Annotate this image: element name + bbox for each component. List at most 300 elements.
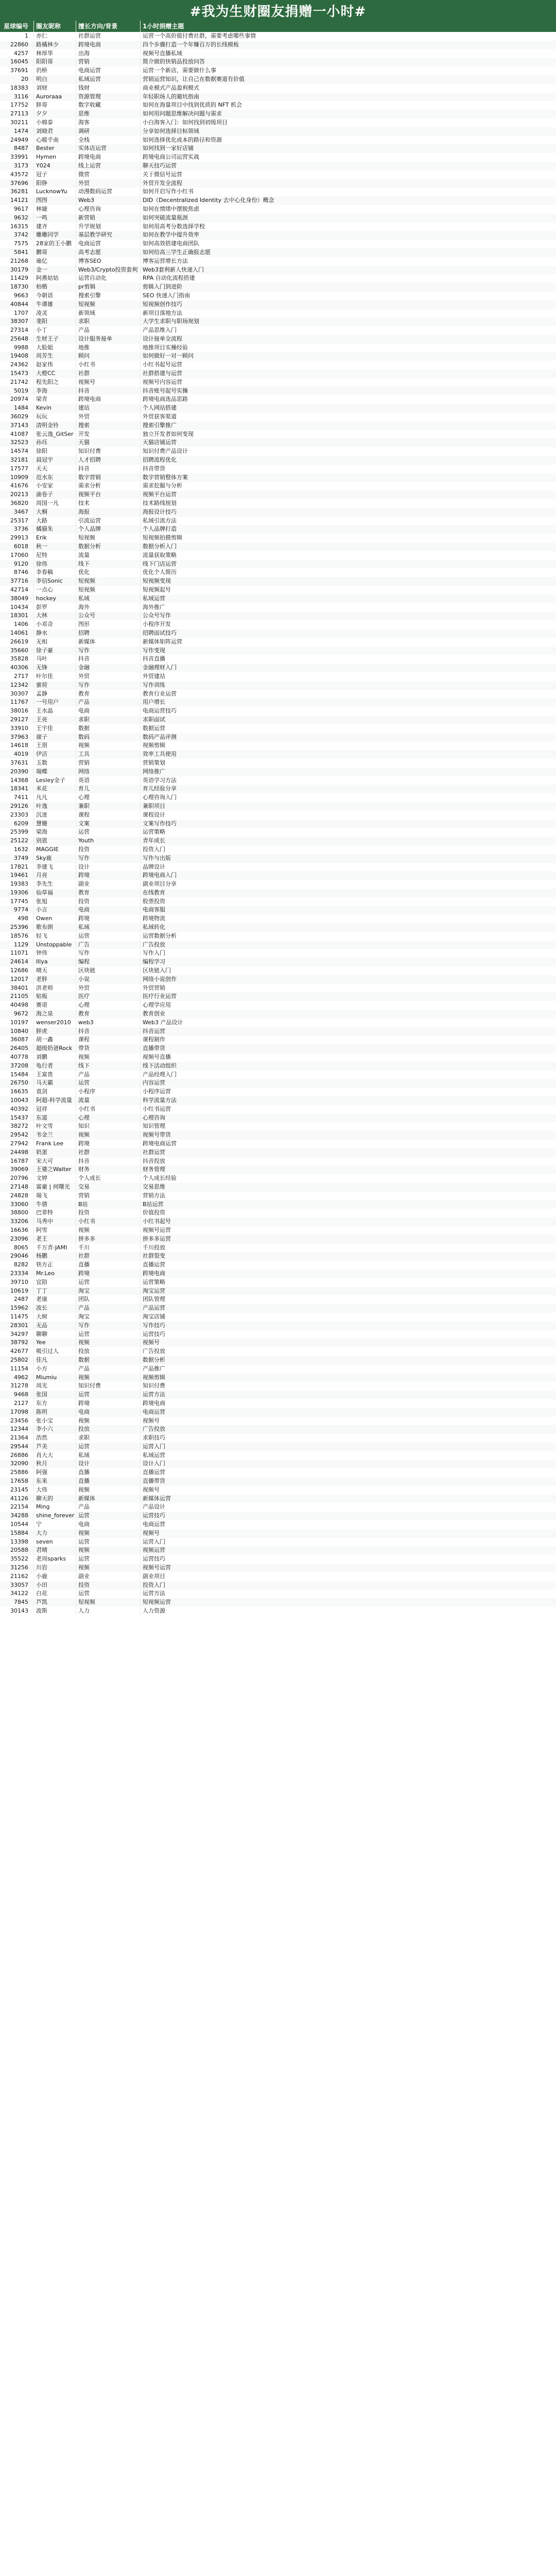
cell-nickname: 川岩 (34, 1564, 76, 1572)
cell-member-id: 19383 (0, 880, 34, 889)
table-row (0, 932, 556, 941)
cell-topic: 兼职项目 (143, 802, 165, 809)
cell-expertise: 产品 (76, 1304, 141, 1313)
cell-topic: 编程学习 (143, 958, 165, 965)
cell-nickname: 聊聊 (34, 1330, 76, 1339)
cell-topic: 求职技巧 (143, 1434, 165, 1442)
table-row (0, 66, 556, 75)
cell-expertise: 投资 (76, 897, 141, 906)
cell-nickname: 文婷 (34, 1174, 76, 1183)
table-row (0, 1278, 556, 1287)
cell-expertise: 全栈 (76, 136, 141, 145)
table-row (0, 603, 556, 612)
cell-expertise: 产品 (76, 1365, 141, 1374)
cell-expertise: 私域运营 (76, 75, 141, 84)
cell-expertise: 写作 (76, 949, 141, 958)
cell-member-id: 10434 (0, 603, 34, 612)
cell-topic: 在线教育 (143, 889, 165, 896)
cell-nickname: 王水晶 (34, 707, 76, 716)
cell-topic: 运营策略 (143, 828, 165, 836)
cell-nickname: 林婕 (34, 205, 76, 214)
cell-topic: 文案写作技巧 (143, 820, 177, 827)
cell-expertise: 产品 (76, 1503, 141, 1512)
cell-nickname: Miumiu (34, 1374, 76, 1382)
cell-topic: 四个步骤打造一个年赚百万的长线模板 (143, 41, 239, 48)
cell-topic: 外贸开发全流程 (143, 179, 182, 187)
cell-expertise: 知识 (76, 1122, 141, 1131)
cell-topic: 视频剪辑 (143, 742, 165, 749)
table-row (0, 1001, 556, 1010)
table-row (0, 465, 556, 473)
cell-member-id: 17658 (0, 1477, 34, 1486)
cell-expertise: 社群 (76, 369, 141, 378)
cell-topic: 营销方法 (143, 1192, 165, 1199)
cell-nickname: 东方 (34, 1399, 76, 1408)
cell-topic: 跨境物流 (143, 915, 165, 922)
cell-nickname: 图图 (34, 196, 76, 205)
cell-nickname: 阿燕姑姑 (34, 274, 76, 283)
cell-topic: 如何在海量项目中找到优质的 NFT 机会 (143, 101, 242, 109)
cell-nickname: 路橘林少 (34, 41, 76, 49)
cell-topic: 小白海客入门：如何找到初级项目 (143, 118, 228, 126)
cell-member-id: 40306 (0, 664, 34, 672)
cell-topic: 设计接单全流程 (143, 335, 182, 342)
cell-nickname: 米花 (34, 785, 76, 793)
cell-expertise: 短视频 (76, 300, 141, 309)
cell-expertise: 小红书 (76, 361, 141, 369)
table-row (0, 793, 556, 802)
cell-topic: DID（Decentralized Identity 去中心化身份）概念 (143, 197, 274, 204)
cell-topic: 剪辑入门到进阶 (143, 283, 182, 291)
table-row (0, 707, 556, 716)
table-row (0, 1209, 556, 1217)
cell-nickname: Owen (34, 914, 76, 923)
cell-topic: 运营技巧 (143, 1512, 165, 1519)
cell-expertise: 图形 (76, 620, 141, 629)
cell-expertise: 运营 (76, 1538, 141, 1547)
cell-nickname: 月亮 (34, 871, 76, 880)
table-row (0, 811, 556, 820)
table-row (0, 335, 556, 344)
table-row (0, 1399, 556, 1408)
cell-member-id: 498 (0, 914, 34, 923)
cell-topic: 社群搭建与运营 (143, 370, 182, 377)
cell-nickname: 仙草福 (34, 889, 76, 897)
cell-topic: 视频号 (143, 1417, 160, 1424)
cell-member-id: 41126 (0, 1495, 34, 1503)
cell-nickname: 阳阳哥 (34, 58, 76, 66)
table-row (0, 629, 556, 638)
cell-topic: 个人网站搭建 (143, 404, 177, 412)
cell-expertise: 流量 (76, 1096, 141, 1105)
cell-member-id: 34122 (0, 1589, 34, 1598)
cell-expertise: 数据 (76, 724, 141, 733)
cell-expertise: 优化 (76, 568, 141, 577)
cell-expertise: 抖音 (76, 655, 141, 664)
table-row (0, 586, 556, 595)
table-row (0, 1598, 556, 1607)
cell-expertise: 电商 (76, 1408, 141, 1417)
header-topic: 1小时捐赠主题 (143, 23, 184, 30)
table-row (0, 283, 556, 292)
cell-member-id: 38800 (0, 1209, 34, 1217)
cell-expertise: 带货 (76, 1044, 141, 1053)
cell-topic: 产品设计 (143, 1503, 165, 1511)
cell-topic: 如何在情绪中摆脱焦虑 (143, 205, 199, 212)
table-row (0, 802, 556, 811)
cell-topic: 副业项目分享 (143, 880, 177, 888)
table-row (0, 369, 556, 378)
cell-topic: 新媒体运营 (143, 1495, 171, 1502)
cell-expertise: 实体店运营 (76, 144, 141, 153)
cell-member-id: 23456 (0, 1417, 34, 1426)
cell-member-id: 3467 (0, 508, 34, 517)
cell-topic: 育儿经验分享 (143, 785, 177, 792)
cell-nickname: 玉数 (34, 759, 76, 768)
table-row (0, 1053, 556, 1062)
cell-topic: 运营方法 (143, 1391, 165, 1398)
cell-member-id: 34297 (0, 1330, 34, 1339)
cell-expertise: 钱财 (76, 84, 141, 93)
cell-topic: 视频剪辑 (143, 1374, 165, 1381)
cell-expertise: 教育 (76, 889, 141, 897)
cell-expertise: 公众号 (76, 612, 141, 620)
cell-nickname: Bester (34, 144, 76, 153)
table-row (0, 240, 556, 248)
cell-topic: 心理咨询入门 (143, 794, 177, 801)
cell-expertise: 抖音 (76, 1027, 141, 1036)
cell-expertise: 投资 (76, 1581, 141, 1590)
cell-member-id: 29126 (0, 802, 34, 811)
cell-nickname: 阿强 (34, 1468, 76, 1477)
cell-topic: 科学流量方法 (143, 1097, 177, 1104)
cell-expertise: 需求分析 (76, 482, 141, 490)
cell-expertise: 拼多多 (76, 1235, 141, 1244)
cell-nickname: 无相 (34, 638, 76, 647)
table-row (0, 647, 556, 655)
cell-nickname: 梁海 (34, 828, 76, 837)
table-row (0, 1019, 556, 1027)
table-row (0, 456, 556, 465)
cell-nickname: 老周sparks (34, 1555, 76, 1564)
cell-nickname: 小田 (34, 1581, 76, 1590)
cell-nickname: 小言 (34, 906, 76, 914)
table-row (0, 1425, 556, 1434)
cell-nickname: 别恩 (34, 837, 76, 845)
cell-nickname: 芦美 (34, 1443, 76, 1451)
table-row (0, 854, 556, 863)
cell-topic: B站运营 (143, 1200, 164, 1208)
table-row (0, 1607, 556, 1616)
cell-expertise: 求职 (76, 1434, 141, 1443)
table-row (0, 317, 556, 326)
cell-topic: 电商运营 (143, 1521, 165, 1528)
cell-nickname: 张小宝 (34, 1417, 76, 1426)
cell-member-id: 15473 (0, 369, 34, 378)
cell-topic: 短视频变现 (143, 578, 171, 585)
table-row (0, 1157, 556, 1166)
cell-member-id: 36029 (0, 413, 34, 421)
table-row (0, 1546, 556, 1555)
cell-member-id: 21162 (0, 1572, 34, 1581)
cell-member-id: 1 (0, 32, 34, 41)
cell-expertise: 跨境 (76, 1269, 141, 1278)
cell-nickname: 丁丁 (34, 1287, 76, 1296)
cell-expertise: 心理咨询 (76, 205, 141, 214)
table-row (0, 525, 556, 534)
donation-table (0, 21, 556, 1616)
cell-topic: 如何找到一家好店铺 (143, 145, 194, 152)
cell-topic: 数字营销整体方案 (143, 473, 188, 481)
cell-expertise: 运营 (76, 1391, 141, 1399)
cell-nickname: Kevin (34, 404, 76, 413)
cell-topic: 知识付费 (143, 1382, 165, 1389)
header-member-id: 星球编号 (0, 21, 34, 32)
cell-member-id: 37696 (0, 179, 34, 188)
cell-nickname: 孟静 (34, 690, 76, 699)
table-row (0, 1010, 556, 1019)
cell-nickname: 王宇佳 (34, 724, 76, 733)
cell-topic: 内容运营 (143, 1079, 165, 1087)
cell-expertise: 运营 (76, 1443, 141, 1451)
cell-nickname: 冠祥 (34, 1105, 76, 1114)
cell-nickname: 周国一凡 (34, 499, 76, 508)
table-row (0, 897, 556, 906)
cell-expertise: 数据 (76, 1356, 141, 1365)
table-row (0, 136, 556, 145)
table-row (0, 1269, 556, 1278)
cell-topic: 广告投放 (143, 1426, 165, 1433)
table-row (0, 776, 556, 785)
table-row (0, 1477, 556, 1486)
cell-nickname: 凌灵 (34, 309, 76, 318)
cell-expertise: 外贸 (76, 413, 141, 421)
table-row (0, 344, 556, 352)
cell-member-id: 12344 (0, 1425, 34, 1434)
cell-member-id: 3116 (0, 93, 34, 101)
cell-topic: 视频号带货 (143, 1131, 171, 1139)
cell-nickname: 徐阳 (34, 447, 76, 456)
cell-nickname: 瑞蝶 (34, 768, 76, 776)
cell-nickname: Frank Lee (34, 1140, 76, 1148)
cell-member-id: 6209 (0, 820, 34, 828)
cell-member-id: 16315 (0, 223, 34, 231)
cell-expertise: 引流运营 (76, 517, 141, 526)
cell-member-id: 17752 (0, 101, 34, 110)
cell-expertise: 运营 (76, 932, 141, 941)
cell-topic: 小红书起号运营 (143, 361, 182, 368)
cell-topic: 分享如何选择目标领域 (143, 127, 199, 134)
cell-member-id: 29127 (0, 716, 34, 724)
cell-topic: 外贸建站 (143, 672, 165, 680)
table-row (0, 41, 556, 49)
table-row (0, 223, 556, 231)
cell-topic: 运营入门 (143, 1538, 165, 1545)
cell-expertise: 视频平台 (76, 490, 141, 499)
table-row (0, 958, 556, 967)
cell-nickname: 小鹿 (34, 1572, 76, 1581)
cell-member-id: 39069 (0, 1165, 34, 1174)
cell-nickname: 大路 (34, 517, 76, 526)
cell-expertise: 视频 (76, 741, 141, 750)
table-row (0, 1338, 556, 1347)
table-row (0, 49, 556, 58)
cell-nickname: 大树 (34, 1313, 76, 1321)
cell-topic: 财务管理 (143, 1166, 165, 1173)
table-row (0, 517, 556, 526)
table-row (0, 768, 556, 776)
cell-expertise: 小说 (76, 975, 141, 984)
cell-nickname: 杨鹏 (34, 1252, 76, 1261)
table-row (0, 118, 556, 127)
cell-nickname: 28家的王小鹏 (34, 240, 76, 248)
table-row (0, 1564, 556, 1572)
cell-expertise: 小红书 (76, 1217, 141, 1226)
cell-member-id: 10544 (0, 1520, 34, 1529)
cell-expertise: 视频 (76, 1131, 141, 1140)
cell-topic: 团队管理 (143, 1296, 165, 1303)
cell-expertise: Youth (76, 837, 141, 845)
cell-topic: 个人成长经验 (143, 1175, 177, 1182)
cell-expertise: 文案 (76, 820, 141, 828)
table-row (0, 638, 556, 647)
cell-nickname: MAGGIE (34, 845, 76, 854)
cell-nickname: 刘财 (34, 84, 76, 93)
cell-nickname: 斐阳 (34, 317, 76, 326)
cell-nickname: 张旭 (34, 897, 76, 906)
table-row (0, 664, 556, 672)
cell-nickname: 波长 (34, 1304, 76, 1313)
cell-member-id: 15962 (0, 1304, 34, 1313)
cell-topic: 如何做好一对一顾问 (143, 352, 194, 360)
cell-expertise: 设计 (76, 1460, 141, 1468)
cell-member-id: 1474 (0, 127, 34, 136)
cell-nickname: 胖虎 (34, 1027, 76, 1036)
cell-topic: 抖音投放 (143, 1157, 165, 1164)
cell-nickname: 秋一 (34, 543, 76, 551)
cell-expertise: 社群 (76, 1148, 141, 1157)
cell-topic: 年轻职场人的避坑指南 (143, 93, 199, 100)
cell-topic: 新项目落地方法 (143, 309, 182, 316)
cell-nickname: 叶文雪 (34, 1122, 76, 1131)
table-row (0, 1313, 556, 1321)
cell-member-id: 7845 (0, 1598, 34, 1607)
cell-nickname: 徐子豪 (34, 647, 76, 655)
cell-nickname: 范水东 (34, 473, 76, 482)
table-row (0, 889, 556, 897)
cell-expertise: 数字收藏 (76, 101, 141, 110)
cell-expertise: 跨境 (76, 871, 141, 880)
cell-topic: 教育创业 (143, 1010, 165, 1018)
cell-nickname: 李先生 (34, 880, 76, 889)
table-row (0, 84, 556, 93)
cell-member-id: 40844 (0, 300, 34, 309)
table-row (0, 551, 556, 560)
cell-topic: 招聘面试技巧 (143, 629, 177, 636)
cell-expertise: 工具 (76, 750, 141, 759)
table-row (0, 1374, 556, 1382)
cell-expertise: 抖音 (76, 465, 141, 473)
cell-topic: 写作训练 (143, 681, 165, 688)
cell-nickname: 韦金兰 (34, 1131, 76, 1140)
cell-nickname: Lesley金子 (34, 776, 76, 785)
cell-expertise: 天猫 (76, 438, 141, 447)
cell-expertise: 抖音 (76, 1157, 141, 1166)
cell-nickname: 周光 (34, 1382, 76, 1391)
cell-topic: 淘宝运营 (143, 1287, 165, 1294)
cell-topic: 直播带货 (143, 1478, 165, 1485)
cell-member-id: 36281 (0, 188, 34, 196)
cell-member-id: 21268 (0, 257, 34, 266)
cell-nickname: wenser2010 (34, 1019, 76, 1027)
cell-expertise: 视频 (76, 1564, 141, 1572)
table-row (0, 1071, 556, 1079)
cell-topic: 跨境电商 (143, 1399, 165, 1406)
table-row (0, 248, 556, 257)
cell-topic: 产品经理入门 (143, 1071, 177, 1078)
cell-expertise: 流量 (76, 551, 141, 560)
cell-nickname: 王亮 (34, 716, 76, 724)
table-row (0, 1122, 556, 1131)
cell-member-id: 10909 (0, 473, 34, 482)
table-row (0, 1460, 556, 1468)
cell-expertise: 新领域 (76, 309, 141, 318)
cell-nickname: 佳凡 (34, 1356, 76, 1365)
cell-nickname: 浩然 (34, 1434, 76, 1443)
table-row (0, 1451, 556, 1460)
cell-nickname: 王朋 (34, 741, 76, 750)
cell-expertise: 淘宝 (76, 1287, 141, 1296)
cell-member-id: 37691 (0, 66, 34, 75)
cell-member-id: 4962 (0, 1374, 34, 1382)
table-row (0, 733, 556, 742)
cell-expertise: 心理 (76, 1001, 141, 1010)
cell-topic: 简介做的快销品投放问答 (143, 58, 205, 65)
table-row (0, 1589, 556, 1598)
cell-topic: 流量获取策略 (143, 551, 177, 558)
cell-member-id: 16045 (0, 58, 34, 66)
cell-topic: 运营数据分析 (143, 932, 177, 939)
cell-nickname: 生财王子 (34, 335, 76, 344)
cell-expertise: 运营 (76, 1079, 141, 1088)
cell-member-id: 33206 (0, 1217, 34, 1226)
table-row (0, 1165, 556, 1174)
cell-topic: 视频号 (143, 1529, 160, 1536)
cell-nickname: 无品 (34, 1321, 76, 1330)
cell-topic: 个人品牌打造 (143, 526, 177, 533)
cell-nickname: Illya (34, 958, 76, 967)
table-row (0, 1391, 556, 1399)
cell-topic: 如何在教学中提升效率 (143, 231, 199, 239)
cell-expertise: Web3/Crypto投资套利 (76, 266, 141, 275)
table-row (0, 75, 556, 84)
cell-topic: 短视频运营 (143, 1599, 171, 1606)
cell-nickname: Unstoppable (34, 941, 76, 950)
cell-member-id: 8487 (0, 144, 34, 153)
table-row (0, 1555, 556, 1564)
cell-member-id: 15884 (0, 1529, 34, 1538)
table-row (0, 941, 556, 950)
table-row (0, 1148, 556, 1157)
cell-nickname: 金一 (34, 266, 76, 275)
cell-nickname: 东道 (34, 1114, 76, 1123)
cell-member-id: 23334 (0, 1269, 34, 1278)
cell-expertise: 英语 (76, 776, 141, 785)
cell-member-id: 9988 (0, 344, 34, 352)
cell-member-id: 5841 (0, 248, 34, 257)
cell-topic: 知识管理 (143, 1123, 165, 1130)
cell-nickname: 谢子 (34, 733, 76, 742)
